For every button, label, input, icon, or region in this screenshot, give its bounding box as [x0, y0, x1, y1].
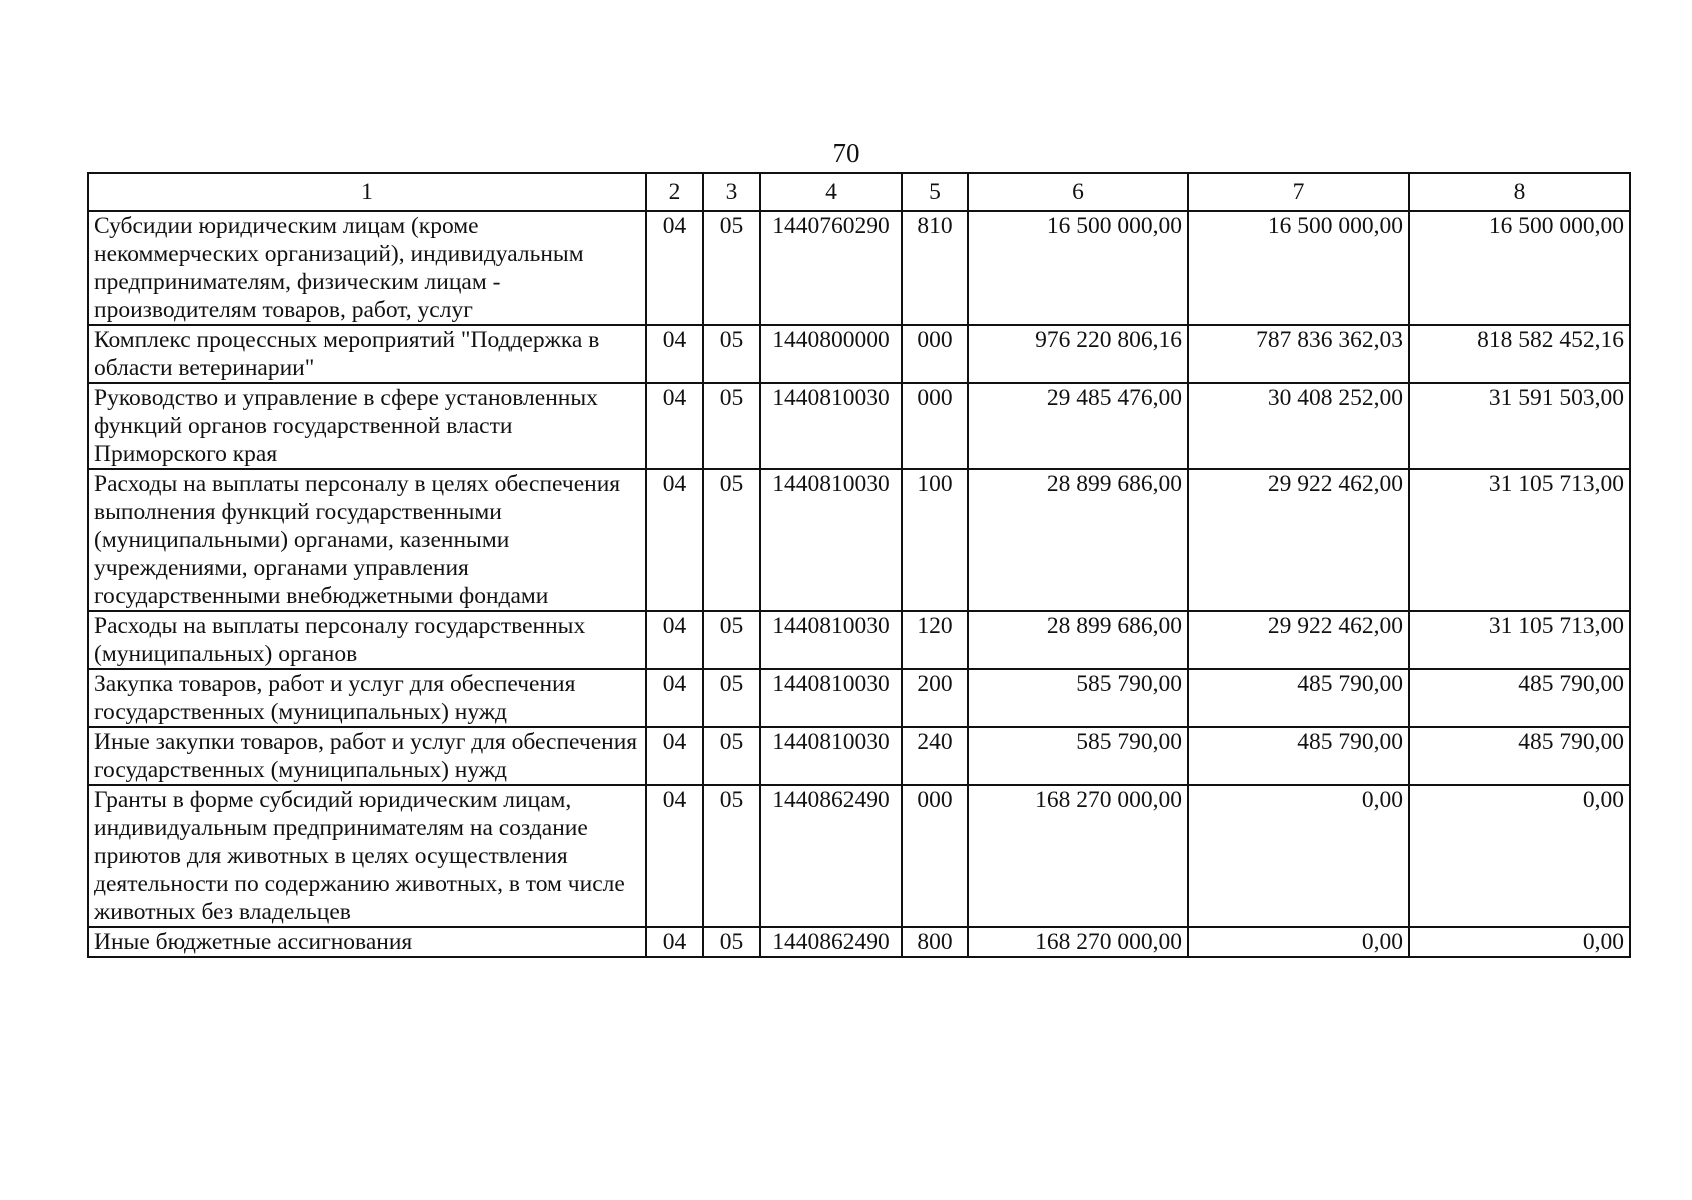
amount-col-7: 16 500 000,00	[1188, 211, 1409, 325]
amount-col-8: 0,00	[1409, 927, 1630, 957]
expense-name: Субсидии юридическим лицам (кроме некоммерческих организаций), индивидуальным предпринимателям, физическим лицам - производителям товаров, работ, услуг	[88, 211, 646, 325]
subsection-code: 05	[703, 927, 760, 957]
amount-col-6: 976 220 806,16	[968, 325, 1188, 383]
expense-type-code: 800	[902, 927, 968, 957]
target-article-code: 1440810030	[760, 669, 902, 727]
section-code: 04	[646, 611, 703, 669]
column-header-5: 5	[902, 173, 968, 211]
amount-col-6: 168 270 000,00	[968, 927, 1188, 957]
amount-col-7: 485 790,00	[1188, 669, 1409, 727]
amount-col-6: 28 899 686,00	[968, 611, 1188, 669]
table-row	[88, 669, 1630, 727]
expense-type-code: 200	[902, 669, 968, 727]
target-article-code: 1440810030	[760, 611, 902, 669]
target-article-code: 1440862490	[760, 927, 902, 957]
expense-type-code: 240	[902, 727, 968, 785]
table-row	[88, 727, 1630, 785]
amount-col-8: 485 790,00	[1409, 727, 1630, 785]
amount-col-7: 29 922 462,00	[1188, 469, 1409, 611]
subsection-code: 05	[703, 611, 760, 669]
section-code: 04	[646, 669, 703, 727]
target-article-code: 1440862490	[760, 785, 902, 927]
page-number: 70	[832, 138, 860, 168]
amount-col-8: 0,00	[1409, 785, 1630, 927]
table-row	[88, 611, 1630, 669]
section-code: 04	[646, 727, 703, 785]
table-row	[88, 211, 1630, 325]
amount-col-8: 31 105 713,00	[1409, 611, 1630, 669]
expense-name: Руководство и управление в сфере установленных функций органов государственной власти Приморского края	[88, 383, 646, 469]
amount-col-6: 585 790,00	[968, 669, 1188, 727]
amount-col-7: 0,00	[1188, 927, 1409, 957]
expense-type-code: 000	[902, 785, 968, 927]
table-row	[88, 785, 1630, 927]
subsection-code: 05	[703, 727, 760, 785]
amount-col-8: 485 790,00	[1409, 669, 1630, 727]
table-row	[88, 469, 1630, 611]
expense-name: Комплекс процессных мероприятий "Поддержка в области ветеринарии"	[88, 325, 646, 383]
expense-name: Расходы на выплаты персоналу государственных (муниципальных) органов	[88, 611, 646, 669]
subsection-code: 05	[703, 469, 760, 611]
column-header-2: 2	[646, 173, 703, 211]
column-header-7: 7	[1188, 173, 1409, 211]
amount-col-6: 28 899 686,00	[968, 469, 1188, 611]
expense-type-code: 120	[902, 611, 968, 669]
expense-name: Расходы на выплаты персоналу в целях обеспечения выполнения функций государственными (муниципальными) органами, казенными учреждениями, органами управления государственными внебюджетными фондами	[88, 469, 646, 611]
section-code: 04	[646, 383, 703, 469]
section-code: 04	[646, 785, 703, 927]
table-row	[88, 325, 1630, 383]
expense-type-code: 000	[902, 383, 968, 469]
target-article-code: 1440810030	[760, 383, 902, 469]
expense-type-code: 100	[902, 469, 968, 611]
header-row	[88, 173, 1630, 211]
amount-col-7: 0,00	[1188, 785, 1409, 927]
amount-col-8: 31 105 713,00	[1409, 469, 1630, 611]
section-code: 04	[646, 211, 703, 325]
expense-type-code: 000	[902, 325, 968, 383]
section-code: 04	[646, 469, 703, 611]
target-article-code: 1440760290	[760, 211, 902, 325]
column-header-3: 3	[703, 173, 760, 211]
amount-col-6: 585 790,00	[968, 727, 1188, 785]
expense-name: Закупка товаров, работ и услуг для обеспечения государственных (муниципальных) нужд	[88, 669, 646, 727]
column-header-4: 4	[760, 173, 902, 211]
subsection-code: 05	[703, 211, 760, 325]
amount-col-6: 168 270 000,00	[968, 785, 1188, 927]
amount-col-7: 787 836 362,03	[1188, 325, 1409, 383]
expense-name: Иные закупки товаров, работ и услуг для обеспечения государственных (муниципальных) нужд	[88, 727, 646, 785]
subsection-code: 05	[703, 383, 760, 469]
column-header-8: 8	[1409, 173, 1630, 211]
expense-name: Иные бюджетные ассигнования	[88, 927, 646, 957]
subsection-code: 05	[703, 785, 760, 927]
amount-col-8: 818 582 452,16	[1409, 325, 1630, 383]
subsection-code: 05	[703, 325, 760, 383]
budget-table	[87, 172, 1631, 958]
table-row	[88, 383, 1630, 469]
amount-col-7: 30 408 252,00	[1188, 383, 1409, 469]
expense-name: Гранты в форме субсидий юридическим лицам, индивидуальным предпринимателям на создание приютов для животных в целях осуществления деятельности по содержанию животных, в том числе животных без владельцев	[88, 785, 646, 927]
column-header-6: 6	[968, 173, 1188, 211]
amount-col-7: 485 790,00	[1188, 727, 1409, 785]
target-article-code: 1440810030	[760, 727, 902, 785]
section-code: 04	[646, 325, 703, 383]
table-row	[88, 927, 1630, 957]
expense-type-code: 810	[902, 211, 968, 325]
amount-col-8: 31 591 503,00	[1409, 383, 1630, 469]
amount-col-6: 16 500 000,00	[968, 211, 1188, 325]
column-header-1: 1	[88, 173, 646, 211]
subsection-code: 05	[703, 669, 760, 727]
target-article-code: 1440810030	[760, 469, 902, 611]
target-article-code: 1440800000	[760, 325, 902, 383]
section-code: 04	[646, 927, 703, 957]
amount-col-6: 29 485 476,00	[968, 383, 1188, 469]
amount-col-8: 16 500 000,00	[1409, 211, 1630, 325]
amount-col-7: 29 922 462,00	[1188, 611, 1409, 669]
